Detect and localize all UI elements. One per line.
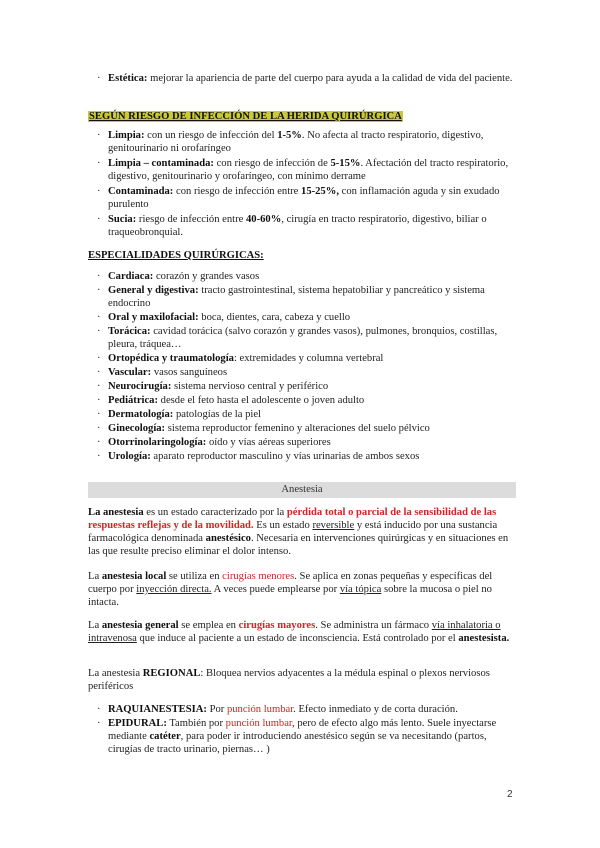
- list-item-estetica: · Estética: mejorar la apariencia de parte del cuerpo para ayuda a la calidad de vida del paciente.: [97, 73, 513, 84]
- bullet-icon: ·: [97, 367, 101, 378]
- spec-item: · Vascular: vasos sanguíneos: [97, 367, 228, 378]
- risk-item-sucia: · Sucia: riesgo de infección entre 40-60%, cirugía en tracto respiratorio, digestivo, biliar o traqueobronquial.: [97, 214, 487, 238]
- bullet-icon: ·: [97, 214, 101, 225]
- risk-item-limpia: · Limpia: con un riesgo de infección del 1-5%. No afecta al tracto respiratorio, digestivo, genitourinario ni orofaríngeo: [97, 130, 484, 154]
- bullet-icon: ·: [97, 451, 101, 462]
- spec-item: · Ginecología: sistema reproductor femenino y alteraciones del suelo pélvico: [97, 423, 430, 434]
- bullet-icon: ·: [97, 186, 101, 197]
- spec-item: · Torácica: cavidad torácica (salvo corazón y grandes vasos), pulmones, bronquios, costillas, pleura, tráquea…: [97, 326, 498, 350]
- spec-item: · General y digestiva: tracto gastrointestinal, sistema hepatobiliar y pancreático y sistema endocrino: [97, 285, 485, 309]
- spec-item: · Pediátrica: desde el feto hasta el adolescente o joven adulto: [97, 395, 365, 406]
- spec-item: · Dermatología: patologías de la piel: [97, 409, 261, 420]
- spec-item: · Cardiaca: corazón y grandes vasos: [97, 271, 260, 282]
- paragraph-anestesia-regional: La anestesia REGIONAL: Bloquea nervios adyacentes a la médula espinal o plexos nerviosos periféricos: [88, 668, 490, 692]
- bullet-icon: ·: [97, 285, 101, 296]
- bullet-icon: ·: [97, 312, 101, 323]
- spec-item: · Neurocirugía: sistema nervioso central y periférico: [97, 381, 329, 392]
- risk-item-contaminada: · Contaminada: con riesgo de infección entre 15-25%, con inflamación aguda y sin exudado purulento: [97, 186, 500, 210]
- bullet-icon: ·: [97, 381, 101, 392]
- bullet-icon: ·: [97, 704, 101, 715]
- anes-item-epidural: · EPIDURAL: También por punción lumbar, pero de efecto algo más lento. Suele inyectarse mediante catéter, para poder ir introduciendo anestésico según se va necesitando (partos, cirugías de tracto urinario, piernas… ): [97, 718, 497, 755]
- paragraph-anestesia-general: La anestesia general se emplea en cirugías mayores. Se administra un fármaco vía inhalatoria o intravenosa que induce al paciente a un estado de inconsciencia. Está controlado por el anestesista.: [88, 620, 510, 644]
- risk-section-header: SEGÚN RIESGO DE INFECCIÓN DE LA HERIDA QUIRÚRGICA: [89, 111, 402, 122]
- spec-item: · Oral y maxilofacial: boca, dientes, cara, cabeza y cuello: [97, 312, 351, 323]
- bullet-icon: ·: [97, 130, 101, 141]
- section-title-bar: Anestesia: [88, 482, 516, 498]
- specialties-header: ESPECIALIDADES QUIRÚRGICAS:: [88, 250, 264, 261]
- bullet-icon: ·: [97, 73, 101, 84]
- bullet-icon: ·: [97, 326, 101, 337]
- bullet-icon: ·: [97, 158, 101, 169]
- spec-item: · Otorrinolaringología: oído y vías aéreas superiores: [97, 437, 331, 448]
- anes-item-raquianestesia: · RAQUIANESTESIA: Por punción lumbar. Efecto inmediato y de corta duración.: [97, 704, 458, 715]
- bullet-icon: ·: [97, 409, 101, 420]
- spec-item: · Urología: aparato reproductor masculino y vías urinarias de ambos sexos: [97, 451, 420, 462]
- paragraph-anestesia-local: La anestesia local se utiliza en cirugías menores. Se aplica en zonas pequeñas y específicas del cuerpo por inyección directa. A veces puede emplearse por vía tópica sobre la mucosa o piel no intacta.: [88, 571, 493, 608]
- spec-item: · Ortopédica y traumatología: extremidades y columna vertebral: [97, 353, 384, 364]
- bullet-icon: ·: [97, 271, 101, 282]
- bullet-icon: ·: [97, 395, 101, 406]
- page-number: 2: [507, 789, 513, 800]
- bullet-icon: ·: [97, 437, 101, 448]
- bullet-icon: ·: [97, 353, 101, 364]
- bullet-icon: ·: [97, 718, 101, 729]
- bullet-icon: ·: [97, 423, 101, 434]
- risk-item-limpia-contaminada: · Limpia – contaminada: con riesgo de infección de 5-15%. Afectación del tracto respiratorio, digestivo, genitourinario y orofaríngeo, con mínimo derrame: [97, 158, 509, 182]
- paragraph-anestesia-definition: La anestesia es un estado caracterizado por la pérdida total o parcial de la sensibilidad de las respuestas reflejas y de la movilidad. Es un estado reversible y está inducido por una sustancia farmacológica denominada anestésico. Necesaria en intervenciones quirúrgicas y en situaciones en las que resulte preciso eliminar el dolor intenso.: [88, 507, 509, 557]
